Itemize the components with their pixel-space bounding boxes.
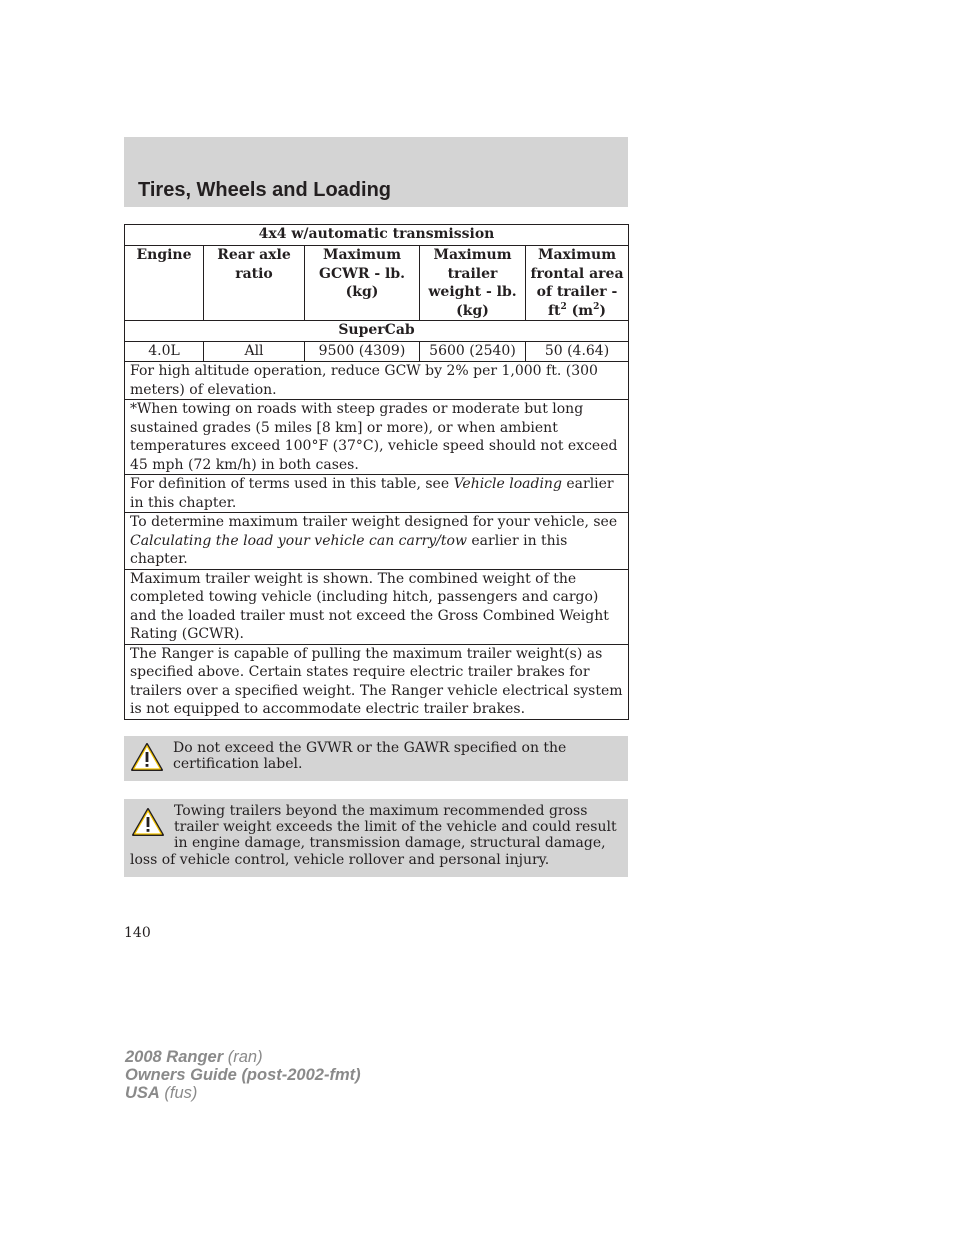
warning-text: Do not exceed the GVWR or the GAWR specified on the certification label.: [173, 740, 567, 773]
warning-text: Towing trailers beyond the maximum recommended gross trailer weight exceeds the limit of the vehicle and could result in engine damage, transmission damage, structural damage, loss of vehicle control, vehicle rollover and personal injury.: [130, 803, 617, 868]
note-row: [125, 644, 629, 719]
link-calculating-load: Calculating the load your vehicle can carry/tow: [130, 532, 467, 549]
warning-box-towing: [124, 799, 628, 877]
warning-triangle-icon: [130, 742, 164, 772]
warning-triangle-icon: [131, 807, 165, 837]
document-footer: [125, 1048, 361, 1102]
col-header-gcwr: Maximum GCWR - lb. (kg): [305, 246, 420, 321]
section-title: Tires, Wheels and Loading: [138, 179, 392, 201]
footer-line-model: [125, 1048, 361, 1066]
footer-model: 2008 Ranger: [125, 1048, 224, 1066]
link-vehicle-loading: Vehicle loading: [453, 476, 562, 492]
note-altitude: For high altitude operation, reduce GCW by 2% per 1,000 ft. (300 meters) of elevation.: [125, 362, 629, 400]
note-determine-tail: earlier in this chapter.: [130, 532, 568, 567]
note-row: [125, 400, 629, 475]
cell-trailer-weight: 5600 (2540): [420, 342, 526, 362]
superscript-m: 2: [593, 301, 600, 312]
section-header-band: [124, 137, 628, 207]
note-max-trailer-weight: Maximum trailer weight is shown. The combined weight of the completed towing vehicle (including hitch, passengers and cargo) and the loaded trailer must not exceed the Gross Combined Weight Rating (GCWR).: [125, 569, 629, 644]
note-definitions: [125, 475, 629, 513]
warning-box-gvwr: [124, 736, 628, 781]
note-definitions-tail: earlier in this chapter.: [130, 476, 614, 511]
col-header-trailer-weight: Maximum trailer weight - lb. (kg): [420, 246, 526, 321]
footer-model-code: (ran): [223, 1048, 263, 1066]
superscript-ft: 2: [560, 301, 567, 312]
note-determine-weight: [125, 513, 629, 570]
table-row: [125, 342, 629, 362]
frontal-area-close: ): [599, 302, 606, 319]
note-definitions-text: For definition of terms used in this table, see: [130, 476, 454, 492]
note-determine-text: To determine maximum trailer weight designed for your vehicle, see: [130, 514, 618, 530]
page-number: 140: [124, 925, 151, 941]
table-title-row: [125, 225, 629, 246]
note-row: [125, 513, 629, 570]
frontal-area-metric: (m: [566, 302, 594, 319]
footer-line-guide: [125, 1066, 361, 1084]
cell-frontal-area: 50 (4.64): [526, 342, 629, 362]
cell-engine: 4.0L: [125, 342, 204, 362]
note-row: [125, 362, 629, 400]
table-title: 4x4 w/automatic transmission: [125, 225, 629, 246]
frontal-area-label: Maximum frontal area of trailer - ft: [530, 247, 624, 319]
cell-axle-ratio: All: [204, 342, 305, 362]
col-header-engine: Engine: [125, 246, 204, 321]
table-subheader-row: [125, 321, 629, 342]
note-electric-brakes: The Ranger is capable of pulling the maximum trailer weight(s) as specified above. Certain states require electric trailer brakes for trailers over a specified weight. The Ranger vehicle electrical system is not equipped to accommodate electric trailer brakes.: [125, 644, 629, 719]
note-steep-grades: *When towing on roads with steep grades or moderate but long sustained grades (5 miles [8 km] or more), or when ambient temperatures exceed 100°F (37°C), vehicle speed should not exceed 45 mph (72 km/h) in both cases.: [125, 400, 629, 475]
cell-gcwr: 9500 (4309): [305, 342, 420, 362]
footer-guide: Owners Guide (post-2002-fmt): [125, 1066, 361, 1084]
footer-market: USA: [125, 1084, 160, 1102]
towing-spec-table: [124, 224, 629, 720]
col-header-axle-ratio: Rear axle ratio: [204, 246, 305, 321]
note-row: [125, 569, 629, 644]
footer-line-market: [125, 1084, 361, 1102]
table-header-row: [125, 246, 629, 321]
subheader-supercab: SuperCab: [125, 321, 629, 342]
note-row: [125, 475, 629, 513]
footer-market-code: (fus): [159, 1084, 198, 1102]
col-header-frontal-area: [526, 246, 629, 321]
